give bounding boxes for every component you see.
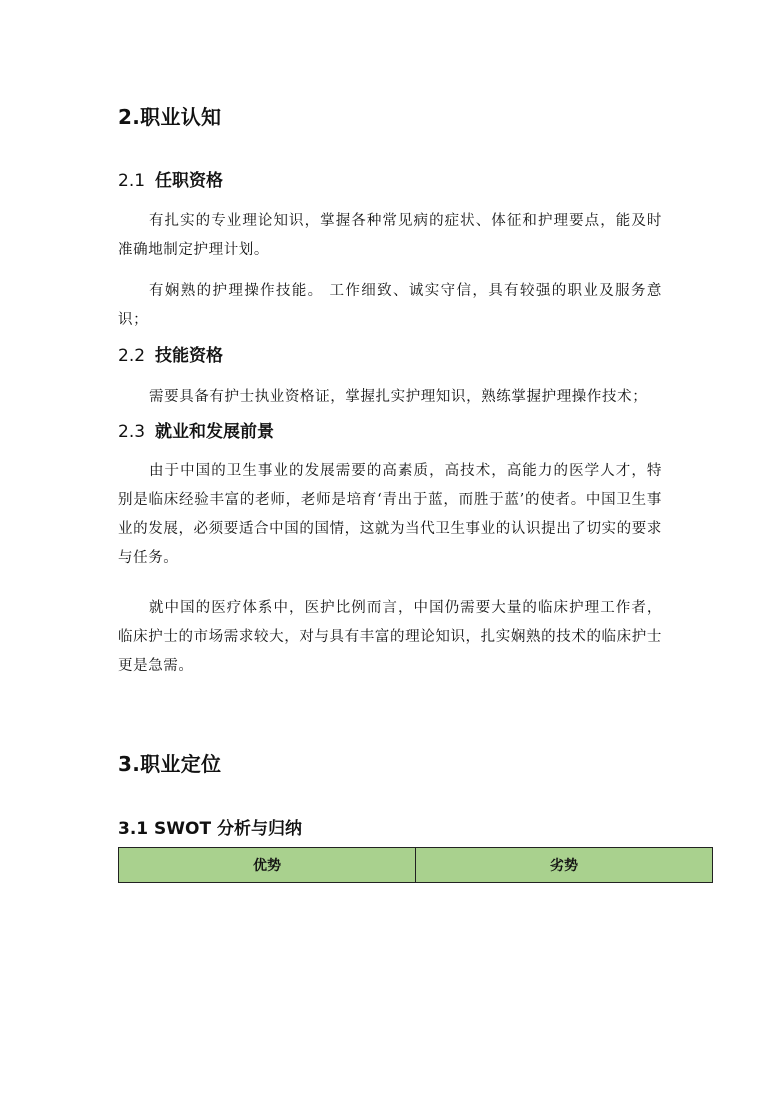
paragraph-prospects-1: 由于中国的卫生事业的发展需要的高素质，高技术，高能力的医学人才，特别是临床经验丰富的老师，老师是培育‘青出于蓝，而胜于蓝’的使者。中国卫生事业的发展，必须要适合中国的国情，这就为当代卫生事业的认识提出了切实的要求与任务。 <box>118 463 662 566</box>
section-heading-career-cognition: 2.职业认知 <box>118 105 222 129</box>
weaknesses-header: 劣势 <box>416 848 713 883</box>
subsection-heading-prospects <box>118 421 274 443</box>
paragraph-prospects-2: 就中国的医疗体系中，医护比例而言，中国仍需要大量的临床护理工作者，临床护士的市场需求较大，对与具有丰富的理论知识，扎实娴熟的技术的临床护士更是急需。 <box>118 600 662 674</box>
paragraph-skills-1: 需要具备有护士执业资格证，掌握扎实护理知识，熟练掌握护理操作技术； <box>149 389 648 405</box>
subsection-title: 就业和发展前景 <box>155 422 275 442</box>
subsection-number: 2.2 <box>118 346 146 366</box>
paragraph-qualifications-2: 有娴熟的护理操作技能。 工作细致、诚实守信，具有较强的职业及服务意识； <box>118 283 662 328</box>
subsection-title: 技能资格 <box>155 346 224 366</box>
strengths-header: 优势 <box>119 848 416 883</box>
subsection-number: 2.3 <box>118 422 146 442</box>
subsection-heading-skills <box>118 345 223 367</box>
section-heading-career-positioning: 3.职业定位 <box>118 752 222 776</box>
swot-header-row <box>119 848 713 883</box>
swot-table <box>118 847 713 883</box>
subsection-number: 2.1 <box>118 171 146 191</box>
subsection-title: 任职资格 <box>155 171 224 191</box>
subsection-heading-swot <box>118 818 302 840</box>
paragraph-qualifications-1: 有扎实的专业理论知识，掌握各种常见病的症状、体征和护理要点，能及时准确地制定护理计划。 <box>118 213 662 258</box>
subsection-title: 3.1 SWOT 分析与归纳 <box>118 819 302 839</box>
subsection-heading-qualifications <box>118 170 223 192</box>
